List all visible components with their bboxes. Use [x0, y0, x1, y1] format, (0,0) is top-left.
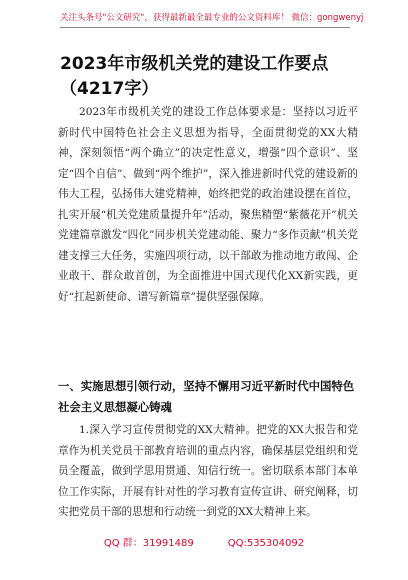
footer-qq-contact: QQ:535304092	[227, 538, 305, 549]
paragraph-section-1	[58, 420, 358, 523]
header-banner: 关注头条号"公文研究"，获得最新最全最专业的公文资料库！ 微信：gongwenyj	[60, 11, 350, 28]
paragraph-intro	[58, 102, 358, 307]
section-heading: 一、实施思想引领行动，坚持不懈用习近平新时代中国特色社会主义思想凝心铸魂	[58, 379, 355, 414]
document-title: 2023年市级机关党的建设工作要点（4217字）	[60, 54, 329, 99]
paragraph-intro-text: 2023年市级机关党的建设工作总体要求是：坚持以习近平新时代中国特色社会主义思想为指导，全面贯彻党的XX大精神，深刻领悟“两个确立”的决定性意义，增强“四个意识”、坚定“四个自信”、做到“两个维护”，深入推进新时代党的建设新的伟大工程，弘扬伟大建党精神，始终把党的政治建设摆在首位，扎实开展“机关党建质量提升年”活动，聚焦精塑“紫薇花开”机关党建篇章激发“四化”同步机关党建动能、聚力“多作贡献”机关党建支撑三大任务，实施四项行动，以干部敢为推动地方敢闯、企业敢干、群众敢首创，为全面推进中国式现代化XX新实践，更好“扛起新使命、谱写新篇章”提供坚强保障。	[58, 106, 358, 303]
footer-qq-group: QQ 群：31991489	[103, 538, 194, 549]
footer	[0, 534, 408, 549]
paragraph-section-1-text: 1.深入学习宣传贯彻党的XX大精神。把党的XX大报告和党章作为机关党员干部教育培训的重点内容，确保基层党组织和党员全覆盖，做到学思用贯通、知信行统一。密切联系本部门本单位工作实际，开展有针对性的学习教育宣传宣讲、研究阐释，切实把党员干部的思想和行动统一到党的XX大精神上来。	[58, 424, 358, 518]
